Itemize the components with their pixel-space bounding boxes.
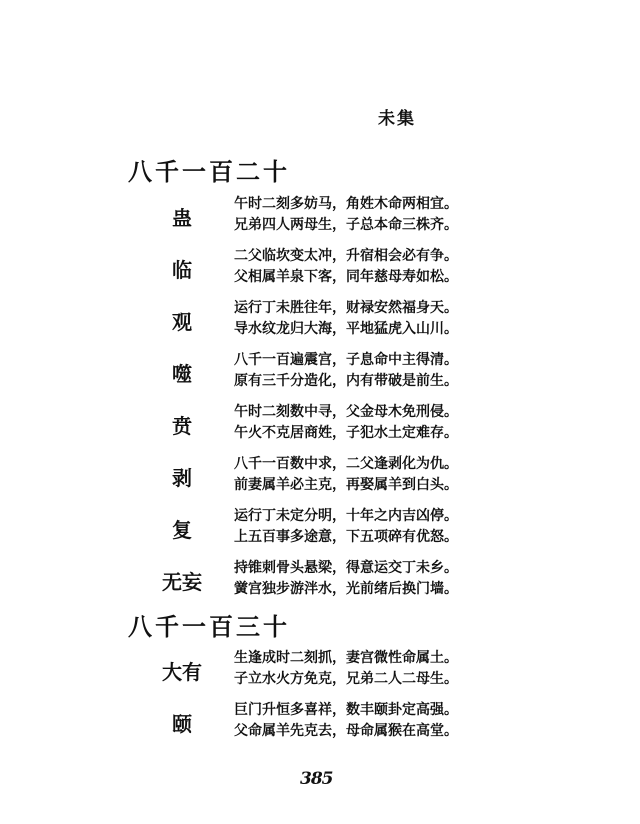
verse-line-2: 子立水火方免克，兄弟二人二母生。 (234, 671, 458, 687)
verse (234, 402, 458, 444)
entry-fu (150, 506, 490, 552)
verse-line-2: 兄弟四人两母生，子总本命三株齐。 (234, 217, 458, 233)
section-title-8130: 八千一百三十 (128, 612, 290, 641)
verse (234, 700, 458, 742)
verse (234, 648, 458, 690)
entry-dayou (150, 648, 490, 694)
page-number: 385 (300, 769, 333, 789)
hexagram-name: 复 (172, 518, 192, 542)
verse (234, 246, 458, 288)
verse (234, 558, 458, 600)
verse-line-2: 上五百事多途意，下五项碎有优怒。 (234, 529, 458, 545)
verse-line-2: 原有三千分造化，内有带破是前生。 (234, 373, 458, 389)
hexagram-name: 蛊 (172, 206, 192, 230)
verse-line-1: 生逢成时二刻抓，妻宫微性命属土。 (234, 650, 458, 666)
entry-wuwang (150, 558, 490, 604)
hexagram-name: 剥 (172, 466, 192, 490)
verse (234, 506, 458, 548)
verse-line-1: 巨门升恒多喜祥，数丰颐卦定高强。 (234, 702, 458, 718)
verse (234, 454, 458, 496)
verse-line-2: 父命属羊先克去，母命属猴在高堂。 (234, 723, 458, 739)
entry-yi (150, 700, 490, 746)
verse-line-2: 午火不克居商姓，子犯水土定难存。 (234, 425, 458, 441)
verse-line-1: 午时二刻数中寻，父金母木免刑侵。 (234, 404, 458, 420)
entry-shi (150, 350, 490, 396)
hexagram-name: 观 (172, 310, 192, 334)
verse-line-1: 运行丁未胜往年，财禄安然福身天。 (234, 300, 458, 316)
verse (234, 350, 458, 392)
verse-line-2: 父相属羊泉下客，同年慈母寿如松。 (234, 269, 458, 285)
entry-guan (150, 298, 490, 344)
hexagram-name: 大有 (162, 660, 202, 684)
hexagram-name: 无妄 (162, 570, 202, 594)
verse (234, 194, 458, 236)
verse-line-2: 导水纹龙归大海，平地猛虎入山川。 (234, 321, 458, 337)
verse-line-1: 午时二刻多妨马，角姓木命两相宜。 (234, 196, 458, 212)
verse-line-1: 八千一百遍震宫，子息命中主得清。 (234, 352, 458, 368)
entry-bo (150, 454, 490, 500)
verse-line-1: 持锥刺骨头悬梁，得意运交丁未乡。 (234, 560, 458, 576)
verse-line-1: 八千一百数中求，二父逢剥化为仇。 (234, 456, 458, 472)
hexagram-name: 颐 (172, 712, 192, 736)
hexagram-name: 贲 (172, 414, 192, 438)
section-title-8120: 八千一百二十 (128, 157, 290, 186)
entry-gu (150, 194, 490, 240)
verse-line-2: 黉宫独步游泮水，光前绪后换门墙。 (234, 581, 458, 597)
hexagram-name: 噬 (172, 362, 192, 386)
entry-lin (150, 246, 490, 292)
verse-line-1: 二父临坎变太冲，升宿相会必有争。 (234, 248, 458, 264)
collection-header: 未集 (378, 109, 416, 129)
hexagram-name: 临 (172, 258, 192, 282)
entry-bi (150, 402, 490, 448)
verse-line-2: 前妻属羊必主克，再娶属羊到白头。 (234, 477, 458, 493)
verse (234, 298, 458, 340)
verse-line-1: 运行丁未定分明，十年之内吉凶停。 (234, 508, 458, 524)
